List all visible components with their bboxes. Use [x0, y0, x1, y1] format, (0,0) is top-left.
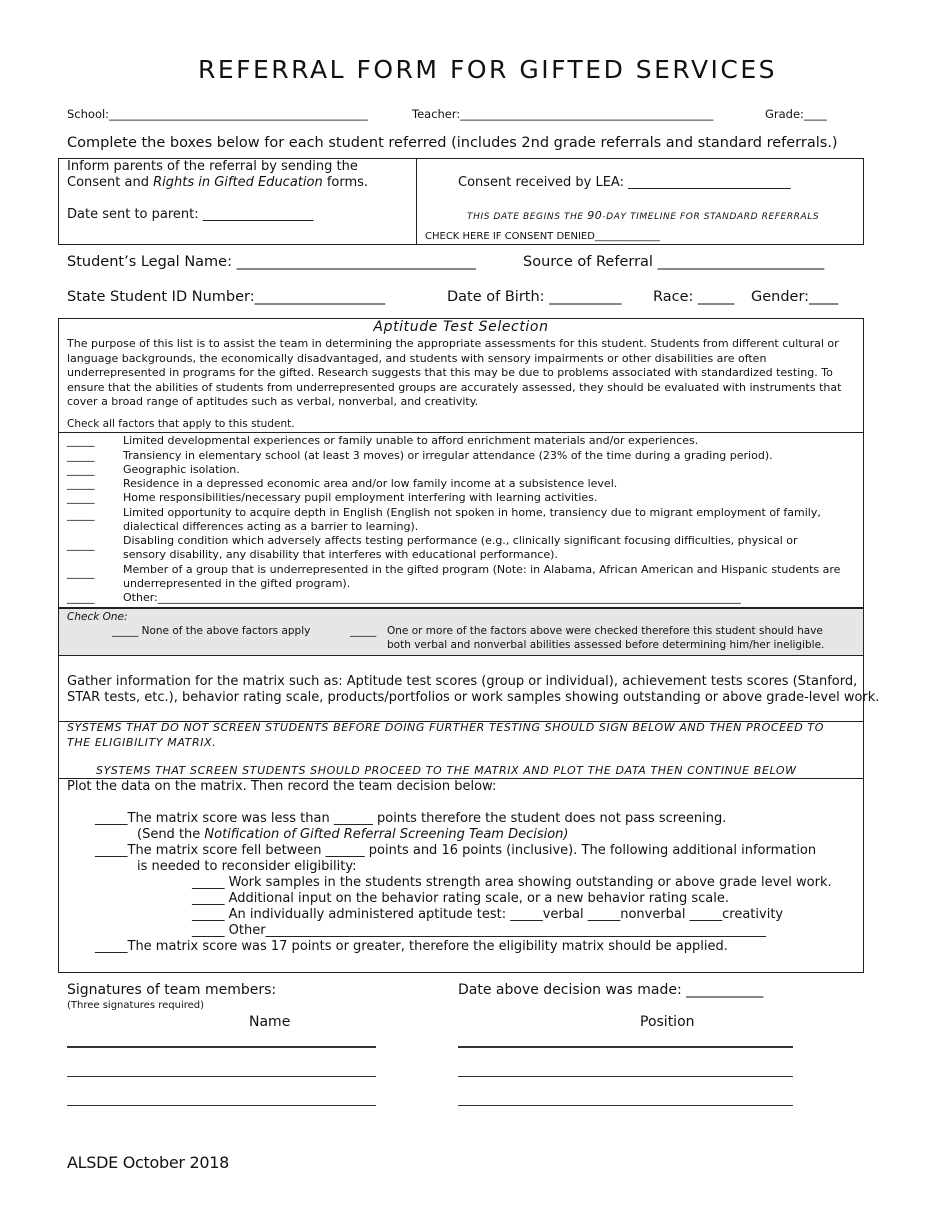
less-than-option[interactable]: _____The matrix score was less than ______ points therefore the student does not pass screening.	[95, 811, 727, 826]
dob-field[interactable]: Date of Birth: __________	[447, 289, 622, 305]
factor-checkbox[interactable]: _____	[67, 449, 95, 462]
factor-item: Limited opportunity to acquire depth in English (English not spoken in home, transiency due to migrant employment of family, dialectical differences acting as a barrier to learning).	[123, 506, 821, 533]
signatures-required-note: (Three signatures required)	[67, 1000, 205, 1011]
race-field[interactable]: Race: _____	[653, 289, 735, 305]
teacher-field[interactable]: Teacher:____________________________________________	[412, 107, 714, 121]
factor-item: Home responsibilities/necessary pupil employment interfering with learning activities.	[123, 491, 598, 504]
screen-instruction: SYSTEMS THAT SCREEN STUDENTS SHOULD PROCEED TO THE MATRIX AND PLOT THE DATA THEN CONTINUE BELOW	[96, 764, 797, 777]
school-field[interactable]: School:_____________________________________________	[67, 107, 368, 121]
factor-checkbox[interactable]: _____	[67, 477, 95, 490]
seventeen-option[interactable]: _____The matrix score was 17 points or greater, therefore the eligibility matrix should be applied.	[95, 939, 728, 954]
sub-item-other[interactable]: _____ Other_____________________________________________________________________________	[192, 923, 767, 938]
consent-received-field[interactable]: Consent received by LEA: _________________________	[458, 175, 791, 190]
consent-denied-field[interactable]: CHECK HERE IF CONSENT DENIED_____________	[425, 231, 660, 242]
send-notification-text: (Send the Notification of Gifted Referral Screening Team Decision)	[137, 827, 569, 842]
factor-item: Geographic isolation.	[123, 463, 240, 476]
no-screen-instruction-cont: THE ELIGIBILITY MATRIX.	[67, 736, 217, 749]
inform-forms-text: Consent and Rights in Gifted Education forms.	[67, 175, 369, 190]
signature-name-line[interactable]	[67, 1046, 376, 1048]
factor-item: Residence in a depressed economic area and/or low family income at a subsistence level.	[123, 477, 618, 490]
option-some-blank[interactable]: _____	[350, 625, 377, 637]
page-title: REFERRAL FORM FOR GIFTED SERVICES	[197, 55, 778, 84]
factor-checkbox[interactable]: _____	[67, 434, 95, 447]
factor-checkbox[interactable]: _____	[67, 463, 95, 476]
divider	[58, 432, 864, 433]
signature-position-line[interactable]	[458, 1046, 793, 1048]
sub-item-work-samples[interactable]: _____ Work samples in the students strength area showing outstanding or above grade level work.	[192, 875, 832, 890]
factor-checkbox[interactable]: _____	[67, 508, 95, 521]
signature-position-line[interactable]	[458, 1105, 793, 1106]
inform-parents-text: Inform parents of the referral by sending the	[67, 159, 358, 174]
sub-item-aptitude-test[interactable]: _____ An individually administered aptitude test: _____verbal _____nonverbal _____creativity	[192, 907, 784, 922]
reconsider-text: is needed to reconsider eligibility:	[137, 859, 357, 874]
gather-info-line2: STAR tests, etc.), behavior rating scale, products/portfolios or work samples showing outstanding or above grade-level work.	[67, 690, 880, 705]
aptitude-purpose-text: The purpose of this list is to assist the team in determining the appropriate assessments for this student. Students from different cultural or language backgrounds, the economically disadvantaged, and students with sensory impairments or other disabilities are often underrepresented in programs for the gifted. Research suggests that this may be due to problems associated with standardized testing. To ensure that the abilities of students from underrepresented groups are accurately assessed, they should be evaluated with instruments that cover a broad range of aptitudes such as verbal, nonverbal, and creativity.	[67, 337, 842, 408]
between-option[interactable]: _____The matrix score fell between ______ points and 16 points (inclusive). The following additional information	[95, 843, 817, 858]
consent-box-divider	[416, 158, 417, 245]
option-some-apply-cont: both verbal and nonverbal abilities assessed before determining him/her ineligible.	[387, 639, 825, 651]
state-id-field[interactable]: State Student ID Number:__________________	[67, 289, 386, 305]
factor-item: Disabling condition which adversely affects testing performance (e.g., clinically significant focusing difficulties, physical or sensory disability, any disability that interferes with educational performance).	[123, 534, 798, 561]
aptitude-heading: Aptitude Test Selection	[373, 319, 549, 335]
timeline-note: THIS DATE BEGINS THE 90-DAY TIMELINE FOR STANDARD REFERRALS	[467, 209, 820, 222]
name-column-header: Name	[249, 1014, 291, 1030]
factor-checkbox[interactable]: _____	[67, 566, 95, 579]
signatures-label: Signatures of team members:	[67, 982, 277, 998]
gender-field[interactable]: Gender:____	[751, 289, 839, 305]
position-column-header: Position	[640, 1014, 695, 1030]
decision-date-field[interactable]: Date above decision was made: ___________	[458, 982, 764, 998]
signature-name-line[interactable]	[67, 1076, 376, 1077]
grade-field[interactable]: Grade:____	[765, 107, 827, 121]
factor-checkbox[interactable]: _____	[67, 538, 95, 551]
footer-text: ALSDE October 2018	[67, 1153, 229, 1172]
factor-checkbox[interactable]: _____	[67, 491, 95, 504]
factor-item: Limited developmental experiences or family unable to afford enrichment materials and/or experiences.	[123, 434, 699, 447]
check-one-label: Check One:	[67, 611, 128, 623]
signature-position-line[interactable]	[458, 1076, 793, 1077]
factor-item: Transiency in elementary school (at least 3 moves) or irregular attendance (23% of the time during a grading period).	[123, 449, 773, 462]
option-none-apply[interactable]: _____ None of the above factors apply	[112, 625, 311, 637]
no-screen-instruction: SYSTEMS THAT DO NOT SCREEN STUDENTS BEFORE DOING FURTHER TESTING SHOULD SIGN BELOW AND THEN PROCEED TO	[67, 721, 824, 734]
option-some-apply: One or more of the factors above were checked therefore this student should have	[387, 625, 823, 637]
other-factor-field[interactable]: Other:__________________________________________________________________________________________________________	[123, 591, 741, 604]
divider	[58, 655, 864, 656]
sub-item-behavior-scale[interactable]: _____ Additional input on the behavior rating scale, or a new behavior rating scale.	[192, 891, 729, 906]
legal-name-field[interactable]: Student’s Legal Name: _________________________________	[67, 254, 476, 270]
factor-checkbox[interactable]: _____	[67, 591, 95, 604]
date-sent-field[interactable]: Date sent to parent: _________________	[67, 207, 314, 222]
gather-info-line1: Gather information for the matrix such as: Aptitude test scores (group or individual), achievement tests scores (Stanford,	[67, 674, 858, 689]
check-all-text: Check all factors that apply to this student.	[67, 418, 295, 430]
signature-name-line[interactable]	[67, 1105, 376, 1106]
referral-source-field[interactable]: Source of Referral _______________________	[523, 254, 825, 270]
plot-instruction: Plot the data on the matrix. Then record the team decision below:	[67, 779, 497, 794]
factor-item: Member of a group that is underrepresented in the gifted program (Note: in Alabama, African American and Hispanic students are underrepresented in the gifted program).	[123, 563, 841, 590]
instructions-text: Complete the boxes below for each student referred (includes 2nd grade referrals and standard referrals.)	[67, 135, 838, 151]
